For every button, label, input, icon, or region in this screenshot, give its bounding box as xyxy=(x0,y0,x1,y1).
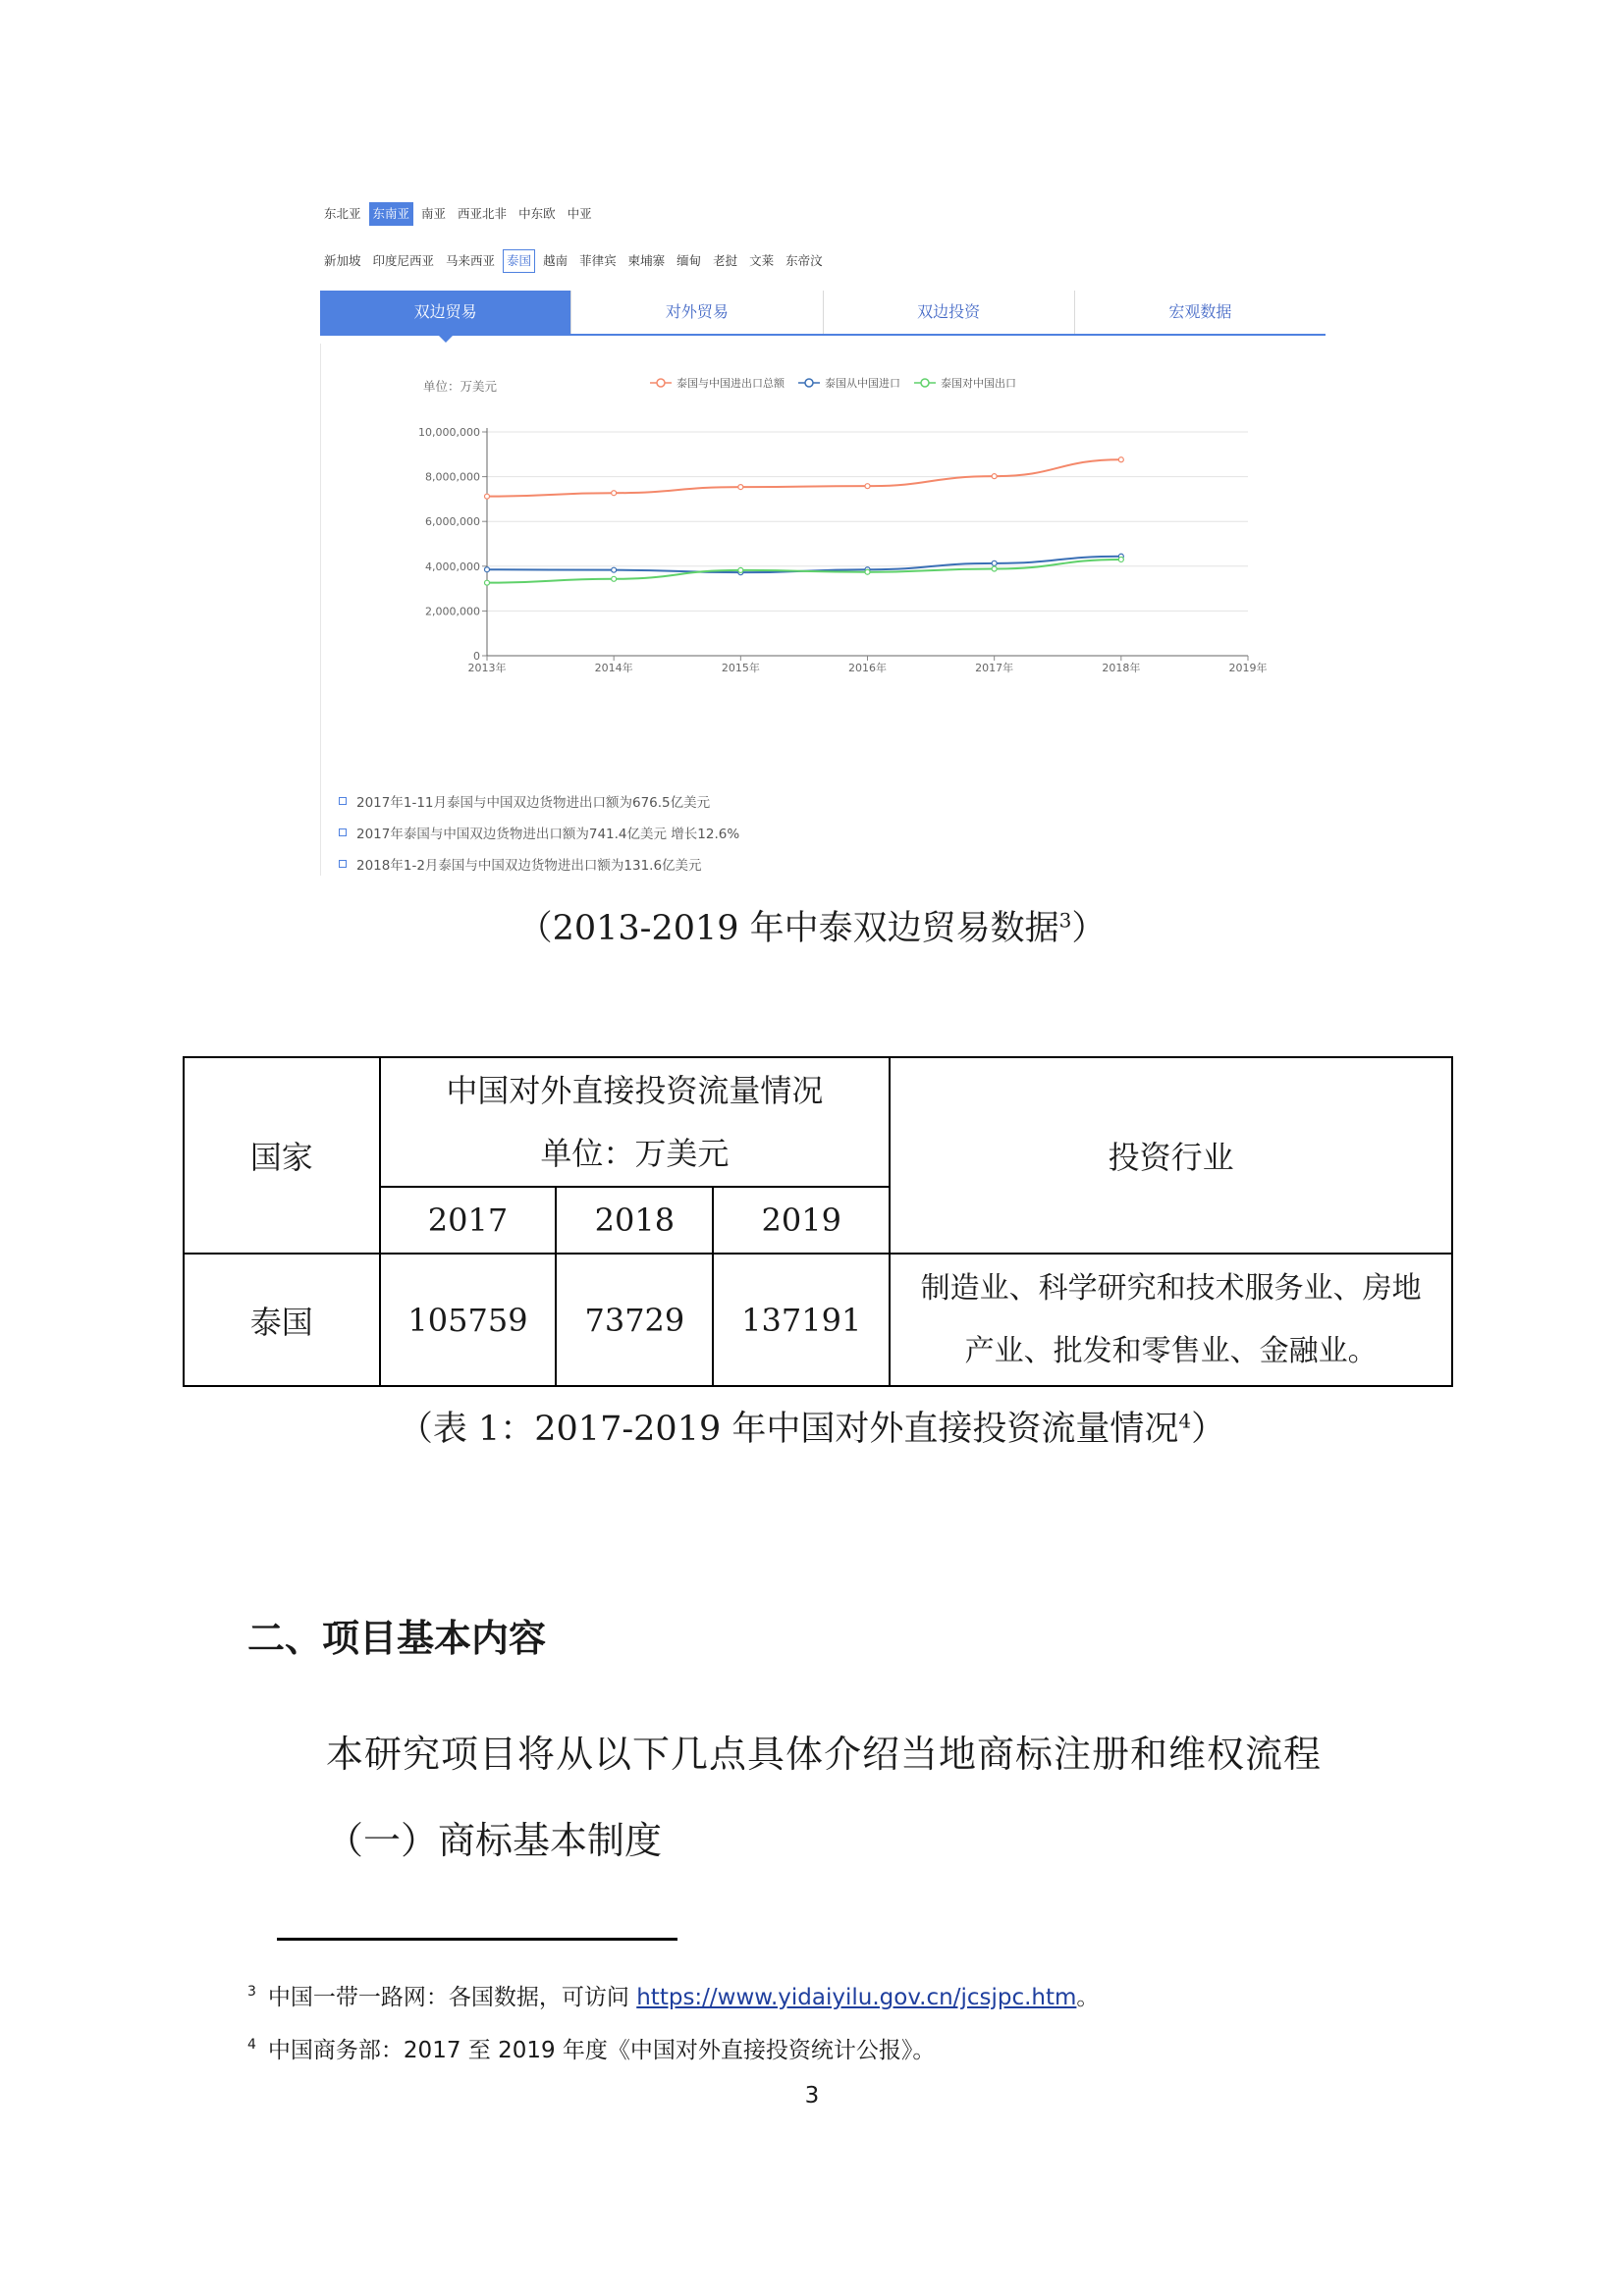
region-tab-3[interactable]: 西亚北非 xyxy=(458,206,508,221)
data-point xyxy=(992,474,997,479)
chart-panel xyxy=(320,344,1326,876)
value-cell: 105759 xyxy=(380,1254,557,1386)
chart-caption-text: （2013-2019 年中泰双边贸易数据 xyxy=(517,909,1059,948)
region-tab-bar xyxy=(320,202,596,226)
bullet-square-icon xyxy=(339,797,347,805)
footnote-ref-4[interactable]: 4 xyxy=(1178,1409,1192,1433)
value-cell: 73729 xyxy=(556,1254,713,1386)
year-header: 2018 xyxy=(556,1187,713,1254)
data-point xyxy=(738,485,743,490)
footnote-4 xyxy=(247,2032,935,2064)
footnote-3 xyxy=(247,1979,1099,2011)
data-point xyxy=(485,494,490,499)
country-tab-3[interactable]: 泰国 xyxy=(503,249,535,273)
main-tab-bar xyxy=(320,291,1326,336)
list-item xyxy=(339,819,739,850)
investment-flow-title: 中国对外直接投资流量情况 xyxy=(446,1072,824,1109)
footnote-tail: 。 xyxy=(1076,1985,1100,2010)
main-tab-2[interactable]: 双边投资 xyxy=(824,291,1075,334)
series-line xyxy=(487,459,1121,496)
main-tab-0[interactable]: 双边贸易 xyxy=(320,291,571,334)
x-tick-label: 2013年 xyxy=(467,662,507,674)
data-point xyxy=(612,567,617,572)
country-cell: 泰国 xyxy=(184,1254,380,1386)
table-caption-text: （表 1：2017-2019 年中国对外直接投资流量情况 xyxy=(398,1410,1179,1449)
y-tick-label: 10,000,000 xyxy=(418,426,480,439)
country-tab-7[interactable]: 缅甸 xyxy=(677,253,702,268)
trade-notes-list xyxy=(339,787,739,881)
chart-caption-close: ） xyxy=(1071,909,1107,948)
investment-table xyxy=(183,1056,1453,1387)
x-tick-label: 2017年 xyxy=(975,662,1014,674)
bullet-square-icon xyxy=(339,860,347,868)
data-point xyxy=(485,580,490,585)
legend-marker xyxy=(805,379,813,387)
country-tab-6[interactable]: 柬埔寨 xyxy=(627,253,666,268)
legend-marker xyxy=(657,379,665,387)
country-tab-4[interactable]: 越南 xyxy=(543,253,568,268)
country-tab-2[interactable]: 马来西亚 xyxy=(446,253,496,268)
industry-header: 投资行业 xyxy=(890,1057,1452,1254)
data-point xyxy=(485,567,490,572)
data-point xyxy=(992,561,997,565)
legend-marker xyxy=(921,379,929,387)
year-header: 2017 xyxy=(380,1187,557,1254)
bullet-square-icon xyxy=(339,828,347,836)
list-item xyxy=(339,787,739,819)
note-text: 2017年1-11月泰国与中国双边货物进出口额为676.5亿美元 xyxy=(356,795,711,811)
country-tab-5[interactable]: 菲律宾 xyxy=(579,253,617,268)
embedded-web-screenshot xyxy=(320,196,1326,876)
x-tick-label: 2015年 xyxy=(721,662,760,674)
industry-cell: 制造业、科学研究和技术服务业、房地产业、批发和零售业、金融业。 xyxy=(890,1254,1452,1386)
data-point xyxy=(612,576,617,581)
footnote-number: 4 xyxy=(247,2037,256,2054)
y-tick-label: 8,000,000 xyxy=(425,470,480,484)
footnote-divider xyxy=(277,1938,677,1941)
trade-line-chart xyxy=(321,344,1326,785)
main-tab-3[interactable]: 宏观数据 xyxy=(1075,291,1326,334)
table-caption-close: ） xyxy=(1191,1410,1226,1449)
chart-unit-label: 单位：万美元 xyxy=(423,379,498,394)
investment-flow-header xyxy=(380,1057,891,1187)
list-item xyxy=(339,850,739,881)
region-tab-0[interactable]: 东北亚 xyxy=(324,206,361,221)
legend-entry: 泰国从中国进口 xyxy=(825,377,900,390)
unit-label: 单位：万美元 xyxy=(540,1135,730,1172)
region-tab-2[interactable]: 南亚 xyxy=(421,206,447,221)
country-tab-1[interactable]: 印度尼西亚 xyxy=(372,253,435,268)
country-tab-8[interactable]: 老挝 xyxy=(713,253,738,268)
body-paragraph: 本研究项目将从以下几点具体介绍当地商标注册和维权流程 xyxy=(326,1733,1323,1776)
main-tab-1[interactable]: 对外贸易 xyxy=(571,291,823,334)
country-header: 国家 xyxy=(184,1057,380,1254)
footnote-text: 中国一带一路网：各国数据，可访问 xyxy=(267,1985,637,2010)
data-point xyxy=(992,566,997,571)
value-cell: 137191 xyxy=(713,1254,890,1386)
data-point xyxy=(1118,457,1123,462)
y-tick-label: 4,000,000 xyxy=(425,560,480,573)
country-tab-bar xyxy=(320,249,827,273)
chart-caption xyxy=(0,901,1624,950)
footnote-ref-3[interactable]: 3 xyxy=(1058,908,1072,933)
x-tick-label: 2019年 xyxy=(1228,662,1268,674)
note-text: 2018年1-2月泰国与中国双边货物进出口额为131.6亿美元 xyxy=(356,858,702,874)
footnote-number: 3 xyxy=(247,1984,256,2001)
country-tab-0[interactable]: 新加坡 xyxy=(324,253,361,268)
table-row xyxy=(184,1254,1452,1386)
data-point xyxy=(865,569,870,574)
note-text: 2017年泰国与中国双边货物进出口额为741.4亿美元 增长12.6% xyxy=(356,827,740,842)
x-tick-label: 2016年 xyxy=(848,662,887,674)
sub-heading: （一）商标基本制度 xyxy=(326,1819,663,1862)
y-tick-label: 6,000,000 xyxy=(425,515,480,529)
x-tick-label: 2018年 xyxy=(1102,662,1141,674)
data-point xyxy=(865,484,870,489)
year-header: 2019 xyxy=(713,1187,890,1254)
y-tick-label: 2,000,000 xyxy=(425,605,480,618)
footnote-link[interactable]: https://www.yidaiyilu.gov.cn/jcsjpc.htm xyxy=(636,1985,1077,2010)
data-point xyxy=(612,491,617,496)
data-point xyxy=(1118,557,1123,561)
x-tick-label: 2014年 xyxy=(594,662,633,674)
section-heading: 二、项目基本内容 xyxy=(247,1617,547,1660)
region-tab-1[interactable]: 东南亚 xyxy=(369,202,414,226)
country-tab-9[interactable]: 文莱 xyxy=(749,253,775,268)
data-point xyxy=(738,567,743,572)
legend-entry: 泰国对中国出口 xyxy=(941,377,1016,390)
table-caption xyxy=(0,1402,1624,1451)
y-tick-label: 0 xyxy=(473,650,480,663)
region-tab-5[interactable]: 中亚 xyxy=(567,206,592,221)
region-tab-4[interactable]: 中东欧 xyxy=(518,206,556,221)
footnote-text: 中国商务部：2017 至 2019 年度《中国对外直接投资统计公报》。 xyxy=(267,2038,936,2063)
page-number: 3 xyxy=(804,2083,820,2109)
country-tab-10[interactable]: 东帝汶 xyxy=(785,253,823,268)
legend-entry: 泰国与中国进出口总额 xyxy=(677,377,785,390)
series-line xyxy=(487,557,1121,572)
